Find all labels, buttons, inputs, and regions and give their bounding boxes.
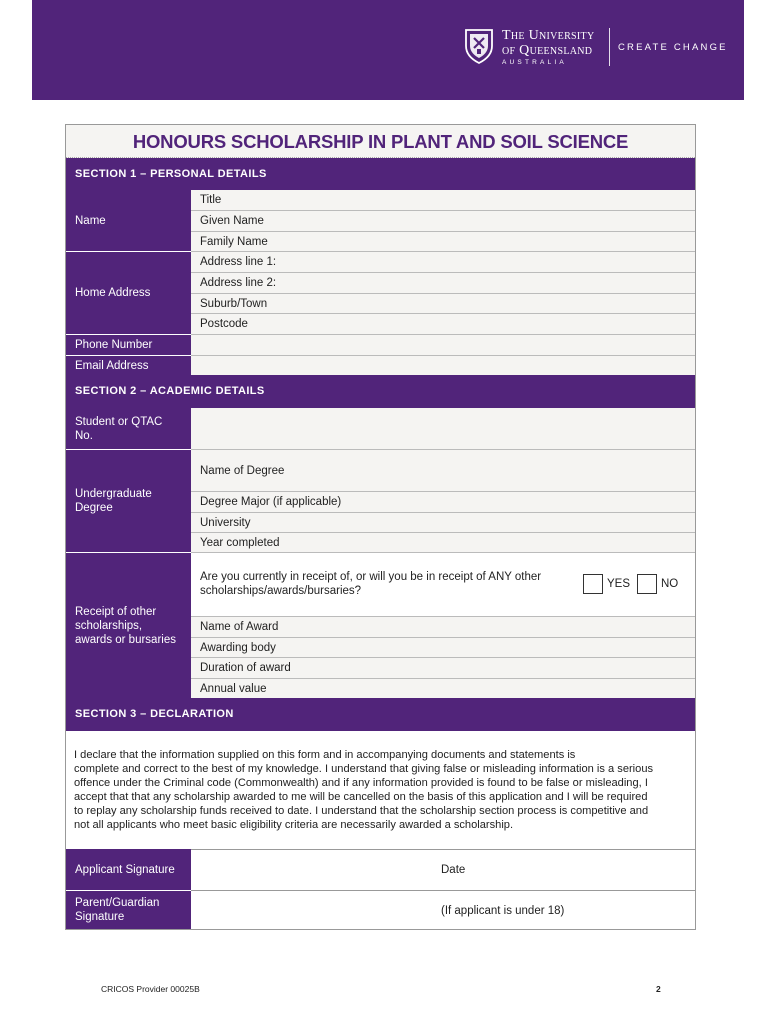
declaration-line: complete and correct to the best of my knowledge. I understand that giving false or misleading information is a serious [74,763,654,775]
section3-heading: SECTION 3 – DECLARATION [66,698,695,731]
form-title: HONOURS SCHOLARSHIP IN PLANT AND SOIL SCIENCE [132,131,629,152]
declaration-text [74,748,692,832]
applicant-signature-label: Applicant Signature [66,849,191,890]
home-address-label: Home Address [66,251,191,334]
email-field[interactable] [191,355,695,375]
date-label: Date [441,864,466,876]
email-label: Email Address [66,355,191,375]
declaration-line: I declare that the information supplied on this form and in accompanying documents and statements is [74,749,576,761]
declaration-line: accept that that any scholarship awarded to me will be cancelled on the basis of this application and I will be required [74,791,648,803]
uq-crest-icon [464,28,494,64]
receipt-question: Are you currently in receipt of, or will you be in receipt of ANY other scholarships/awards/bursaries? [200,571,542,597]
name-label: Name [66,190,191,251]
given-name-field[interactable]: Given Name [191,210,695,231]
suburb-field[interactable]: Suburb/Town [191,293,695,313]
university-name-line2: of Queensland [502,43,593,58]
student-no-label: Student or QTAC No. [66,408,191,449]
awarding-body-field[interactable]: Awarding body [191,637,695,657]
scholarship-form [65,124,696,930]
header-banner [32,0,744,100]
annual-value-field[interactable]: Annual value [191,678,695,698]
section1-heading: SECTION 1 – PERSONAL DETAILS [66,158,695,190]
degree-major-field[interactable]: Degree Major (if applicable) [191,491,695,512]
yes-checkbox[interactable] [583,574,603,594]
address-line2-field[interactable]: Address line 2: [191,272,695,293]
declaration-line: not all applicants who meet basic eligibility criteria are necessarily awarded a scholarship. [74,819,514,831]
student-no-field[interactable] [191,408,695,449]
postcode-field[interactable]: Postcode [191,313,695,334]
address-line1-field[interactable]: Address line 1: [191,251,695,272]
award-duration-field[interactable]: Duration of award [191,657,695,678]
phone-label: Phone Number [66,334,191,355]
guardian-signature-label: Parent/Guardian Signature [66,890,191,929]
declaration-line: to replay any scholarship funds received to date. I understand that the scholarship section process is competitive and [74,805,649,817]
declaration-line: offence under the Criminal code (Commonwealth) and if any information provided is found to be false or misleading, I [74,777,648,789]
phone-field[interactable] [191,334,695,355]
university-name-line1: The University [502,28,595,43]
degree-name-field[interactable]: Name of Degree [191,449,695,491]
title-field[interactable]: Title [191,190,695,210]
page-number: 2 [656,984,661,994]
other-scholarships-label: Receipt of other scholarships, awards or bursaries [66,552,191,698]
cricos-provider: CRICOS Provider 00025B [101,984,200,994]
family-name-field[interactable]: Family Name [191,231,695,251]
year-completed-field[interactable]: Year completed [191,532,695,552]
university-field[interactable]: University [191,512,695,532]
no-checkbox[interactable] [637,574,657,594]
university-country: AUSTRALIA [502,59,567,66]
section2-heading: SECTION 2 – ACADEMIC DETAILS [66,375,695,408]
under18-note: (If applicant is under 18) [441,905,565,917]
undergrad-degree-label: Undergraduate Degree [66,449,191,552]
no-label: NO [661,578,679,590]
tagline: CREATE CHANGE [618,42,728,53]
logo-divider [609,28,610,66]
yes-label: YES [607,578,631,590]
award-name-field[interactable]: Name of Award [191,616,695,637]
university-logo-text [502,28,594,58]
form-title-row [66,125,695,158]
